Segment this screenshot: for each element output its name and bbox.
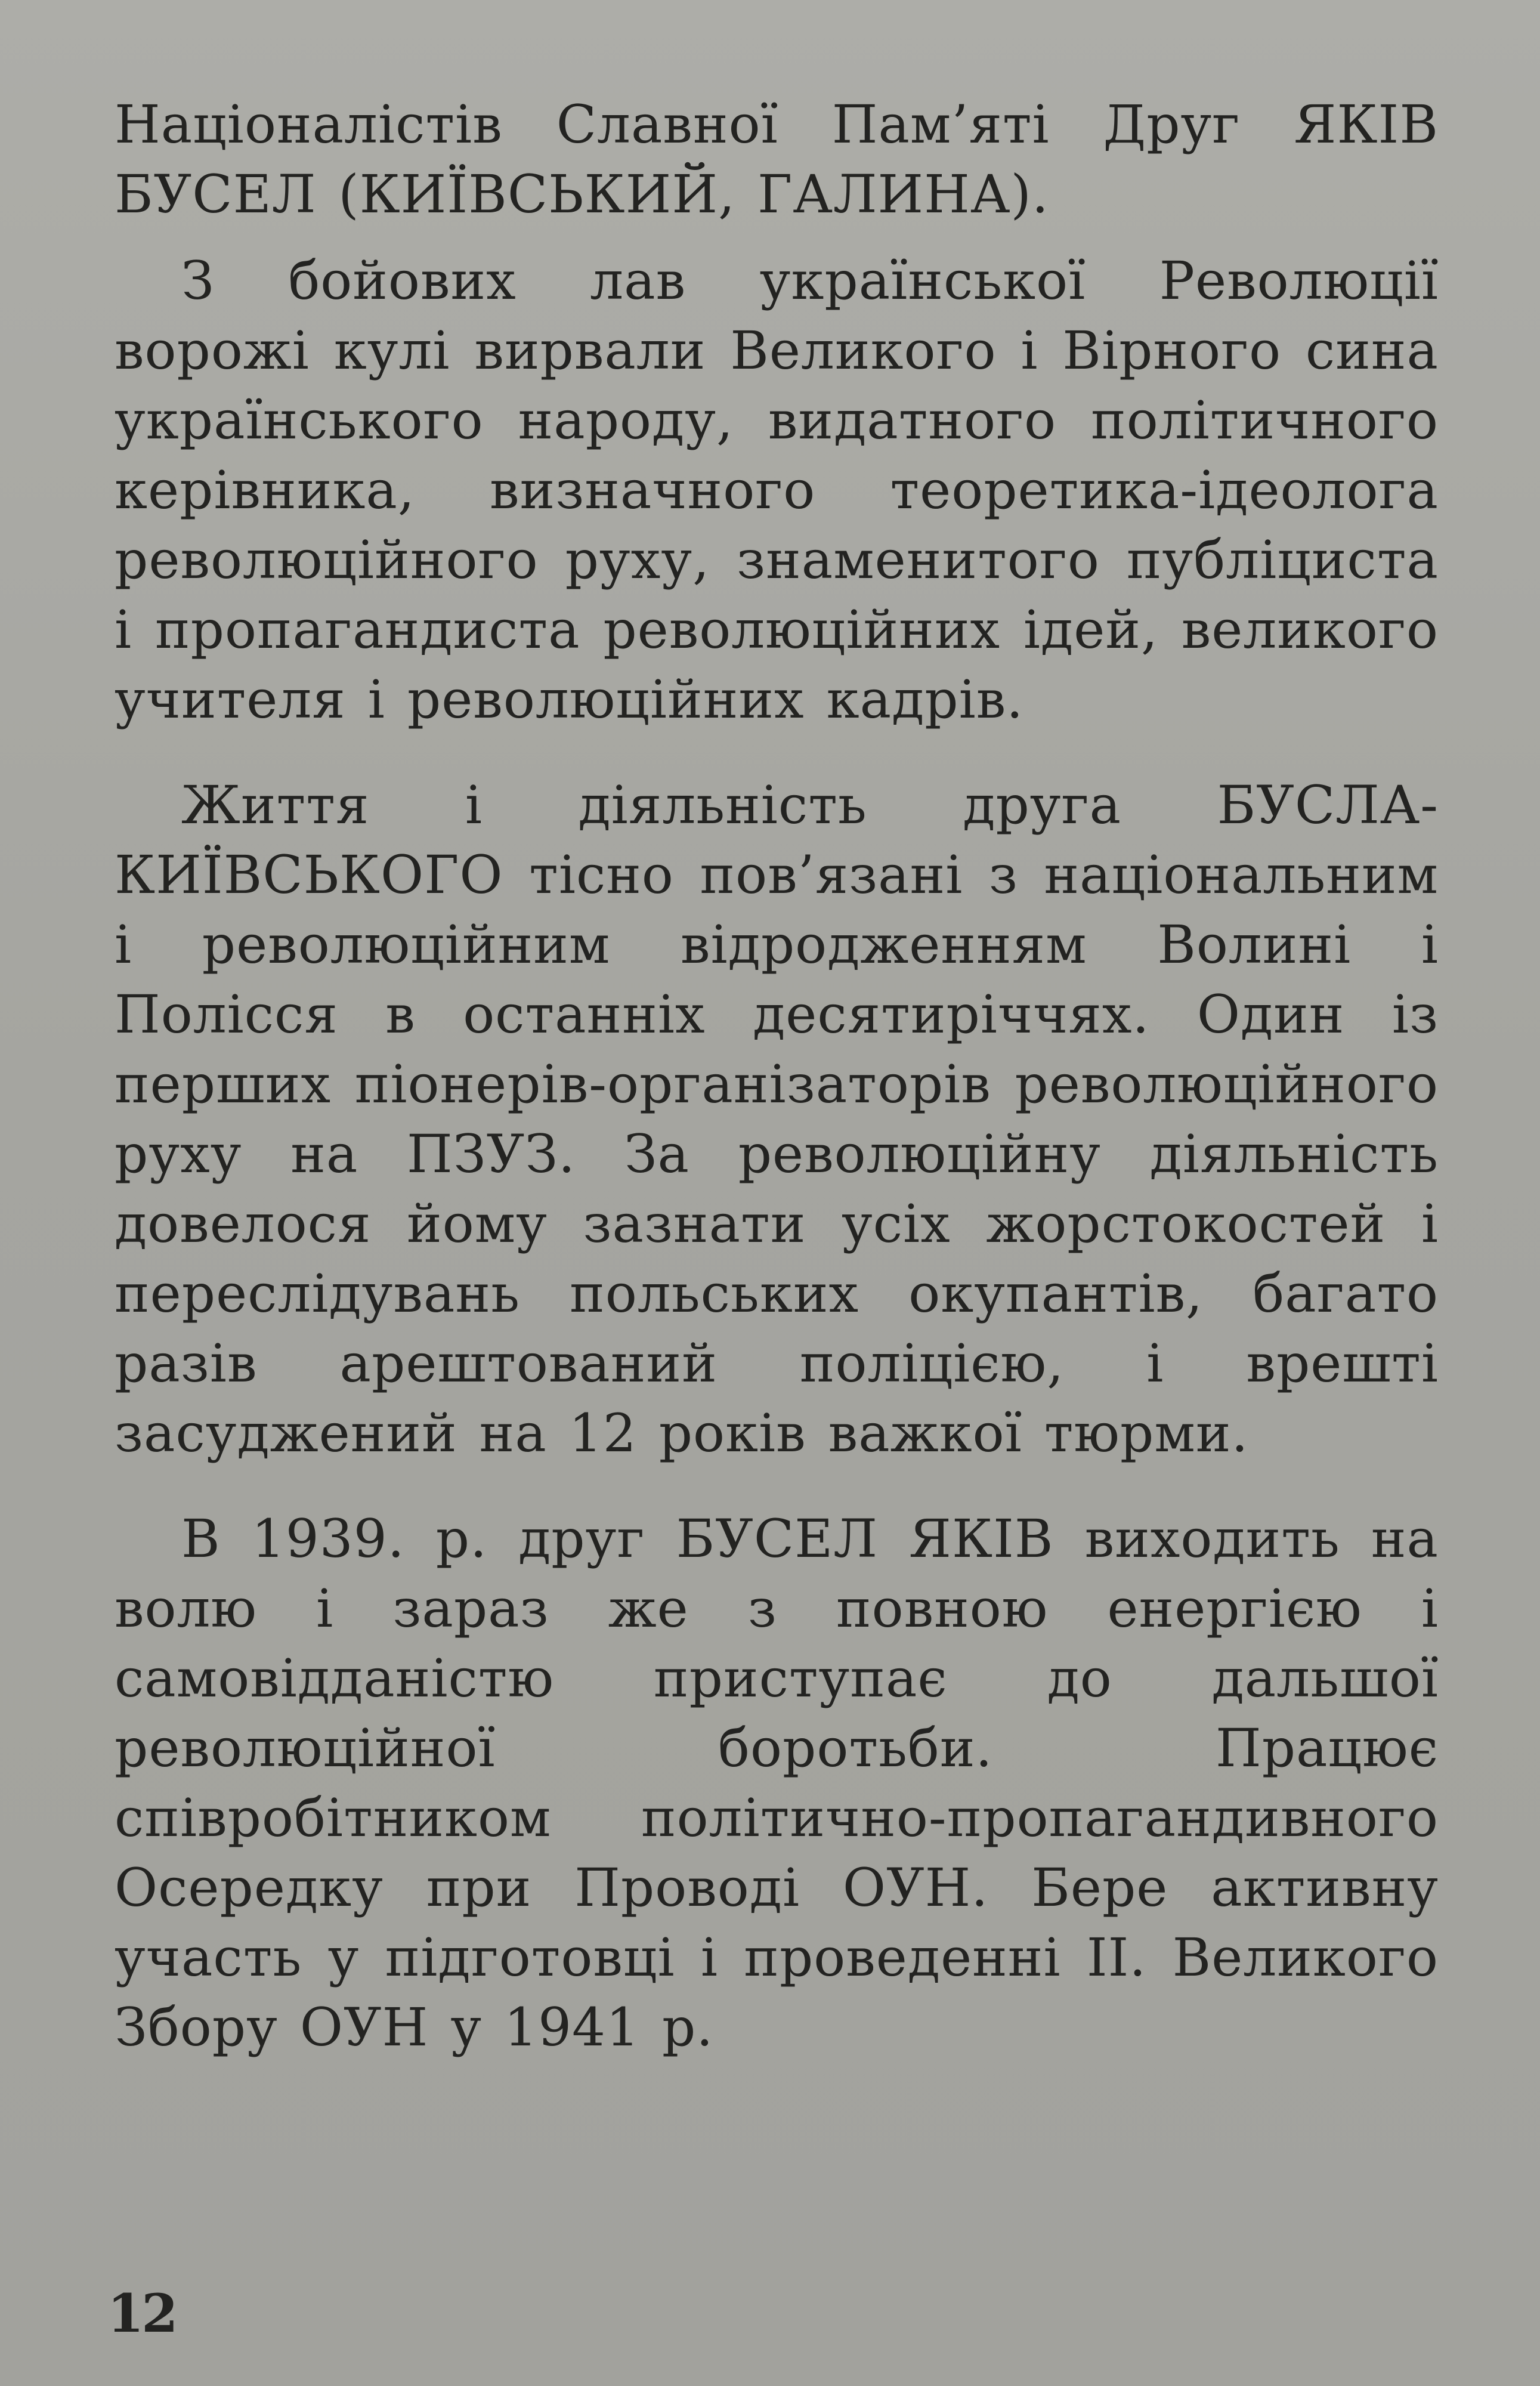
page-number: 12 [107,2282,176,2344]
body-text [115,89,1439,2098]
paragraph-continuation: Націоналістів Славної Пам’яті Друг ЯКІВ БУСЕЛ (КИЇВСЬКИЙ, ГАЛИНА). [115,94,1439,225]
paragraph-3: Життя і діяльність друга БУСЛА-КИЇВСЬКОГО тісно пов’язані з національним і революційним відродженням Волині і Полісся в останніх десятиріччях. Один із перших піонерів-організаторів революційного руху на ПЗУЗ. За революційну діяльність довелося йому зазнати усіх жорстокостей і переслідувань польських окупантів, багато разів арештований поліцією, і врешті засуджений на 12 років важкої тюрми. [115,774,1439,1464]
paragraph-2: З бойових лав української Революції ворожі кулі вирвали Великого і Вірного сина українського народу, видатного політичного керівника, визначного теоретика-ідеолога революційного руху, знаменитого публіциста і пропагандиста революційних ідей, великого учителя і революційних кадрів. [115,250,1439,730]
paragraph-4: В 1939. р. друг БУСЕЛ ЯКІВ виходить на волю і зараз же з повною енергією і самовідданістю приступає до дальшої революційної боротьби. Працює співробітником політично-пропагандивного Осередку при Проводі ОУН. Бере активну участь у підготовці і проведенні II. Великого Збору ОУН у 1941 р. [115,1508,1439,2058]
